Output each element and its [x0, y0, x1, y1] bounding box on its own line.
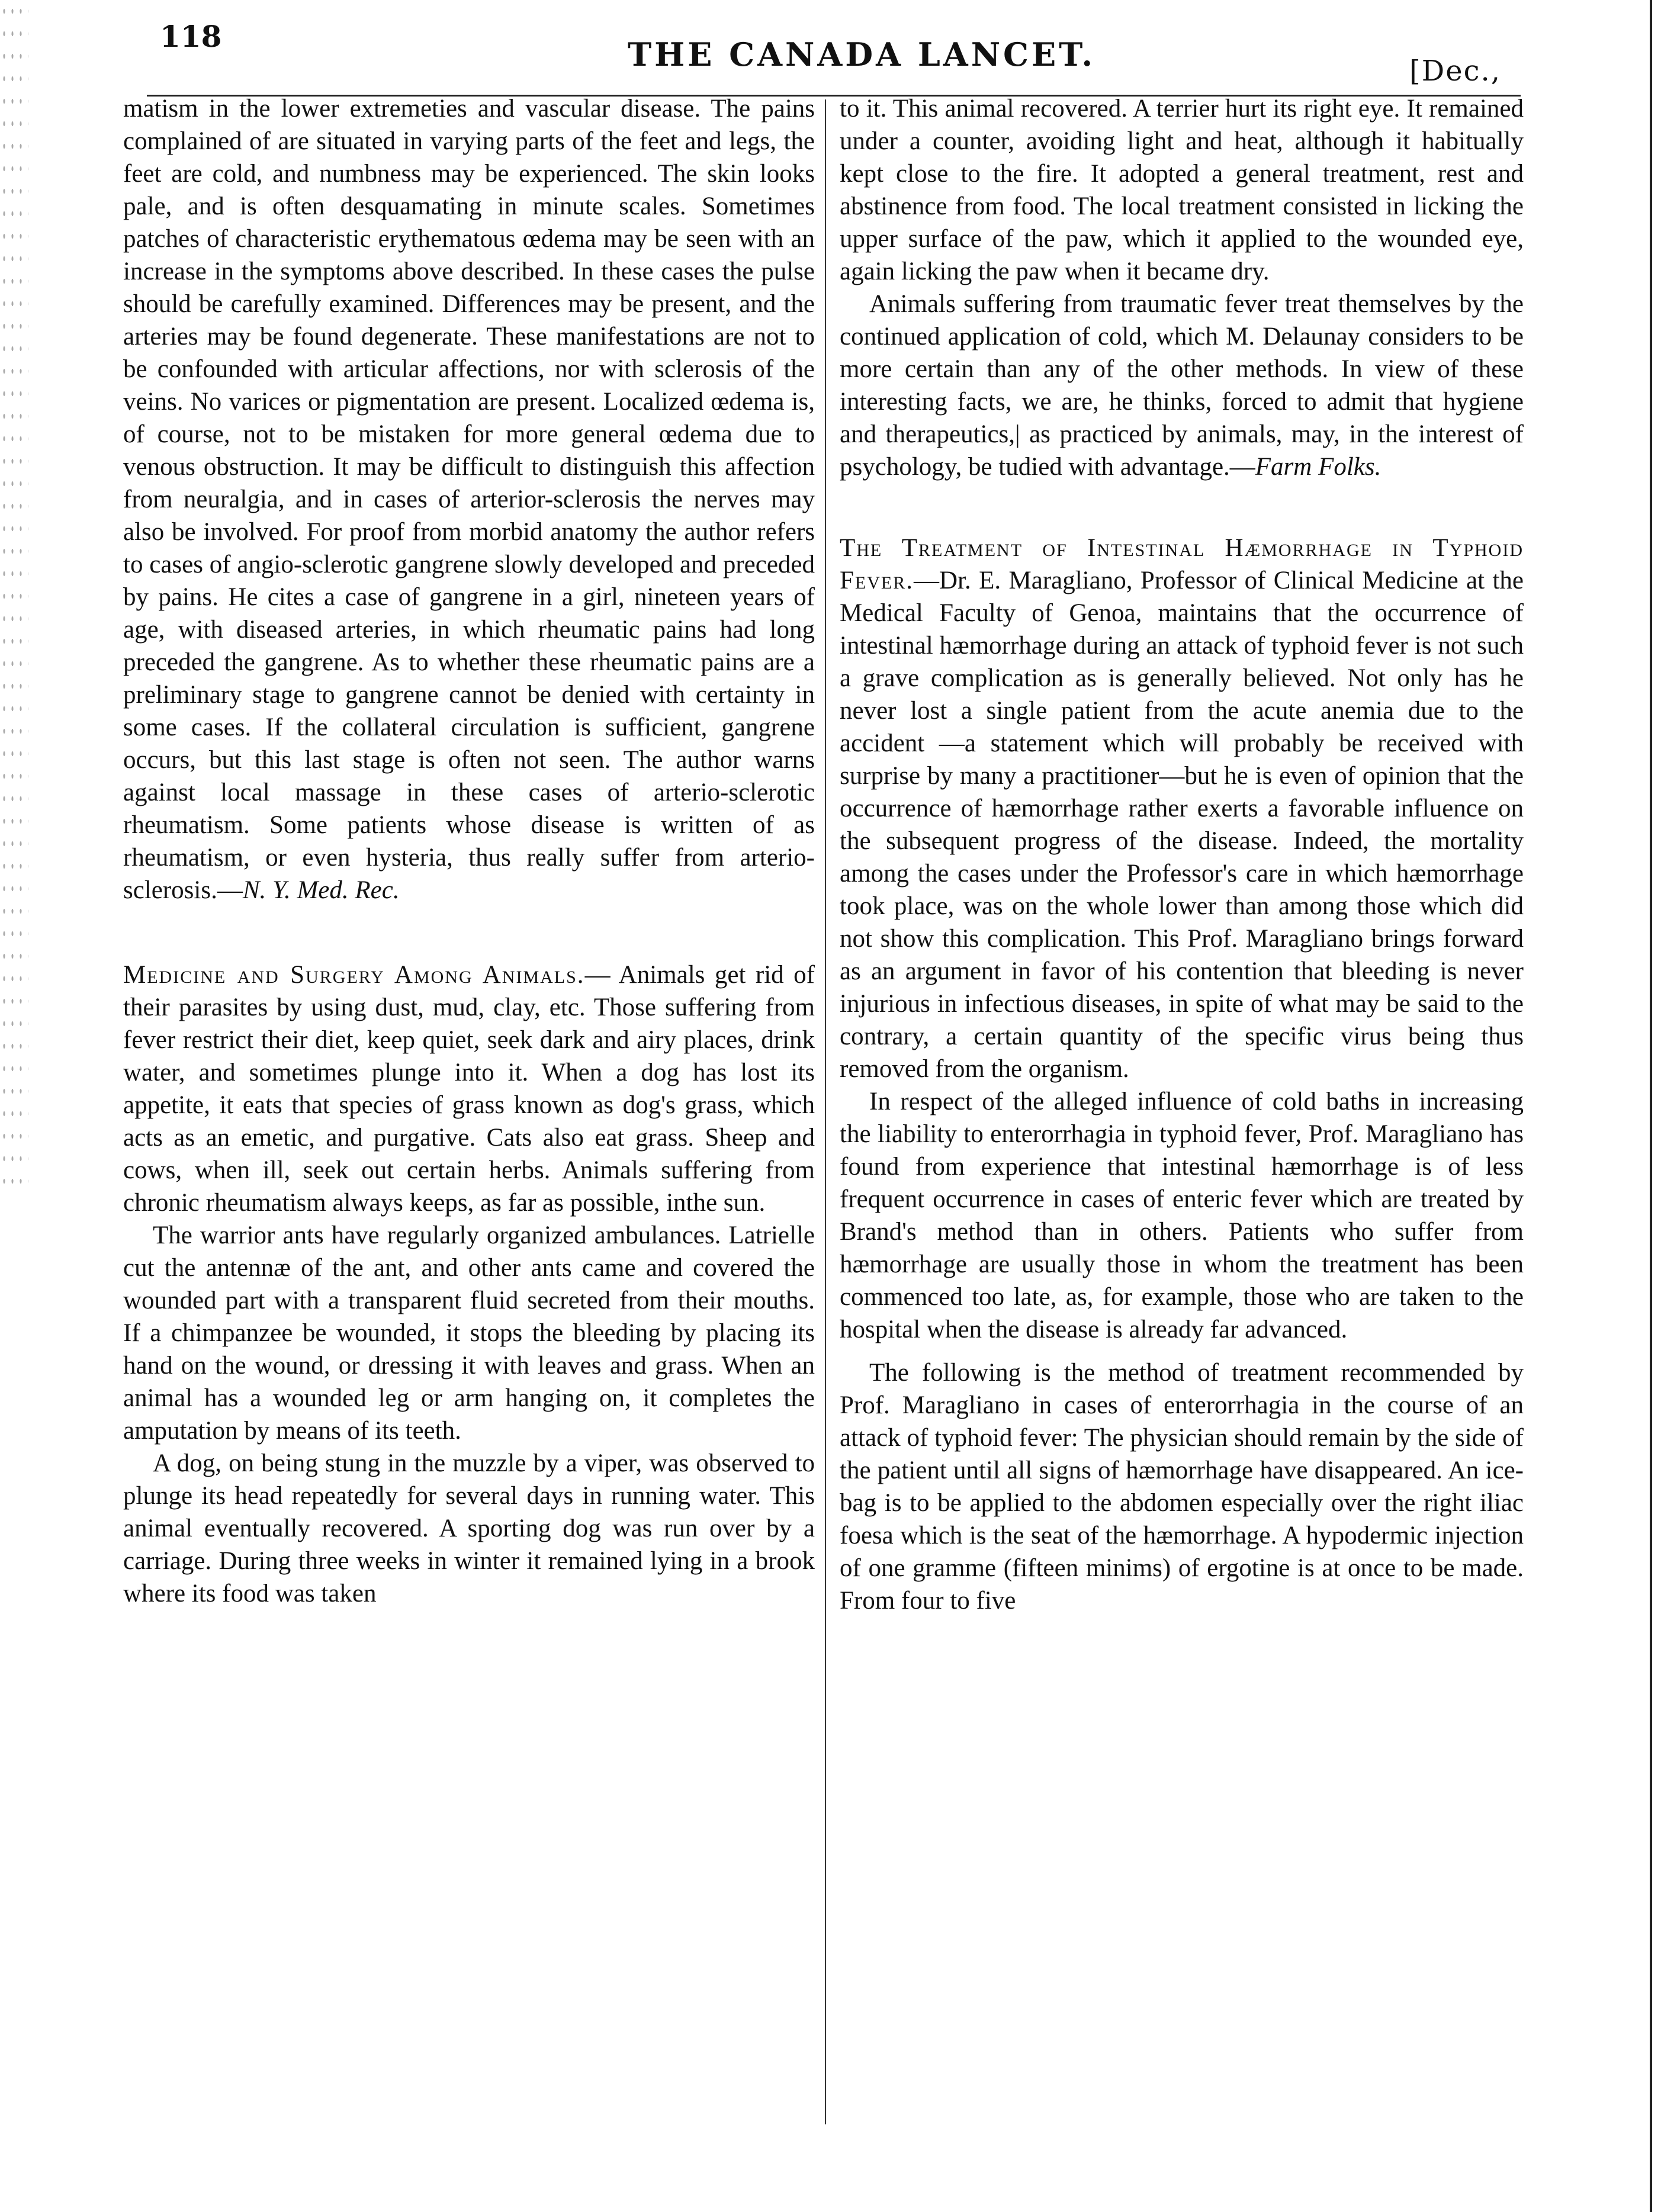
article-paragraph [123, 92, 815, 906]
article-paragraph: The following is the method of treatment recommended by Prof. Maragliano in cases of enterorrhagia in the course of an attack of typhoid fever: The physician should remain by the side of the patient until all signs of hæmorrhage have disappeared. An ice-bag is to be applied to the abdomen especially over the right iliac foesa which is the seat of the hæmorrhage. A hypodermic injection of one gramme (fifteen minims) of ergotine is at once to be made. From four to five [840, 1359, 1524, 1615]
paragraph-text: Animals suffering from traumatic fever treat themselves by the continued application of cold, which M. Delaunay considers to be more certain than any of the other methods. In view of these interesting facts, we are, he thinks, forced to admit that hygiene and therapeutics,| as practiced by animals, may, in the interest of psychology, be tudied with advantage.— [840, 290, 1524, 481]
page-edge-marks [0, 0, 28, 1184]
section-heading: The Treatment of Intestinal Hæmorrhage in Typhoid Fever. [840, 534, 1524, 594]
article-paragraph [840, 288, 1524, 483]
article-paragraph: The warrior ants have regularly organized ambulances. Latrielle cut the antennæ of the ant, and other ants came and covered the wounded part with a transparent fluid secreted from their mouths. If a chimpanzee be wounded, it stops the bleeding by placing its hand on the wound, or dressing it with leaves and grass. When an animal has a wounded leg or arm hanging on, it completes the amputation by means of its teeth. [123, 1221, 815, 1445]
paragraph-text: — Animals get rid of their parasites by using dust, mud, clay, etc. Those suffering from fever restrict their diet, keep quiet, seek dark and airy places, drink water, and sometimes plunge into it. When a dog has lost its appetite, it eats that species of grass known as dog's grass, which acts as an emetic, and purgative. Cats also eat grass. Sheep and cows, when ill, seek out certain herbs. Animals suffering from chronic rheumatism always keeps, as far as possible, inthe sun. [123, 961, 815, 1217]
section-gap [123, 906, 815, 959]
paragraph-text: matism in the lower extremeties and vascular disease. The pains complained of are situated in varying parts of the feet and legs, the feet are cold, and numbness may be experienced. The skin looks pale, and is often desquamating in minute scales. Sometimes patches of characteristic erythematous œdema may be seen with an increase in the symptoms above described. In these cases the pulse should be carefully examined. Differences may be present, and the arteries may be found degenerate. These manifestations are not to be confounded with articular affections, nor with sclerosis of the veins. No varices or pigmentation are present. Localized œdema is, of course, not to be mistaken for more general œdema due to venous obstruction. It may be difficult to distinguish this affection from neuralgia, and in cases of arterior-sclerosis the nerves may also be involved. For proof from morbid anatomy the author refers to cases of angio-sclerotic gangrene slowly developed and preceded by pains. He cites a case of gangrene in a girl, nineteen years of age, with diseased arteries, in which rheumatic pains had long preceded the gangrene. As to whether these rheumatic pains are a preliminary stage to gangrene cannot be denied with certainty in some cases. If the collateral circulation is sufficient, gangrene occurs, but this last stage is often not seen. The author warns against local massage in these cases of arterio-sclerotic rheumatism. Some patients whose disease is written of as rheumatism, or even hysteria, thus really suffer from arterio-sclerosis.— [123, 95, 815, 904]
article-paragraph: A dog, on being stung in the muzzle by a viper, was observed to plunge its head repeatedly for several days in running water. This animal eventually recovered. A sporting dog was run over by a carriage. During three weeks in winter it remained lying in a brook where its food was taken [123, 1449, 815, 1607]
paragraph-text: —Dr. E. Maragliano, Professor of Clinical Medicine at the Medical Faculty of Genoa, maintains that the occurrence of intestinal hæmorrhage during an attack of typhoid fever is not such a grave complication as is generally believed. Not only has he never lost a single patient from the acute anemia due to the accident —a statement which will probably be received with surprise by many a practitioner—but he is even of opinion that the occurrence of hæmorrhage rather exerts a favorable influence on the subsequent progress of the disease. Indeed, the mortality among the cases under the Professor's care in which hæmorrhage took place, was on the whole lower than among those which did not show this complication. This Prof. Maragliano brings forward as an argument in favor of his contention that bleeding is never injurious in infectious diseases, in spite of what may be said to the contrary, a certain quantity of the specific virus being thus removed from the organism. [840, 567, 1524, 1083]
right-column [840, 92, 1524, 1617]
source-citation: N. Y. Med. Rec. [242, 876, 400, 904]
article-paragraph [123, 959, 815, 1219]
section-gap [840, 483, 1524, 532]
left-column [123, 92, 815, 1610]
paragraph-gap [840, 1346, 1524, 1356]
journal-title: THE CANADA LANCET. [628, 36, 1096, 73]
page-number: 118 [160, 19, 222, 54]
article-paragraph: to it. This animal recovered. A terrier hurt its right eye. It remained under a counter, avoiding light and heat, although it habitually kept close to the fire. It adopted a general treatment, rest and abstinence from food. The local treatment consisted in licking the upper surface of the paw, which it applied to the wounded eye, again licking the paw when it became dry. [840, 95, 1524, 285]
page-edge-rule [1650, 0, 1652, 2212]
article-paragraph [840, 532, 1524, 1085]
article-paragraph: In respect of the alleged influence of cold baths in increasing the liability to enterorrhagia in typhoid fever, Prof. Maragliano has found from experience that intestinal hæmorrhage is of less frequent occurrence in cases of enteric fever which are treated by Brand's method than in others. Patients who suffer from hæmorrhage are usually those in whom the treatment has been commenced too late, as, for example, those who are taken to the hospital when the disease is already far advanced. [840, 1088, 1524, 1343]
section-heading: Medicine and Surgery Among Animals. [123, 961, 585, 989]
column-divider [825, 99, 826, 2124]
source-citation: Farm Folks. [1255, 453, 1382, 481]
month-label: [Dec., [1409, 54, 1502, 88]
